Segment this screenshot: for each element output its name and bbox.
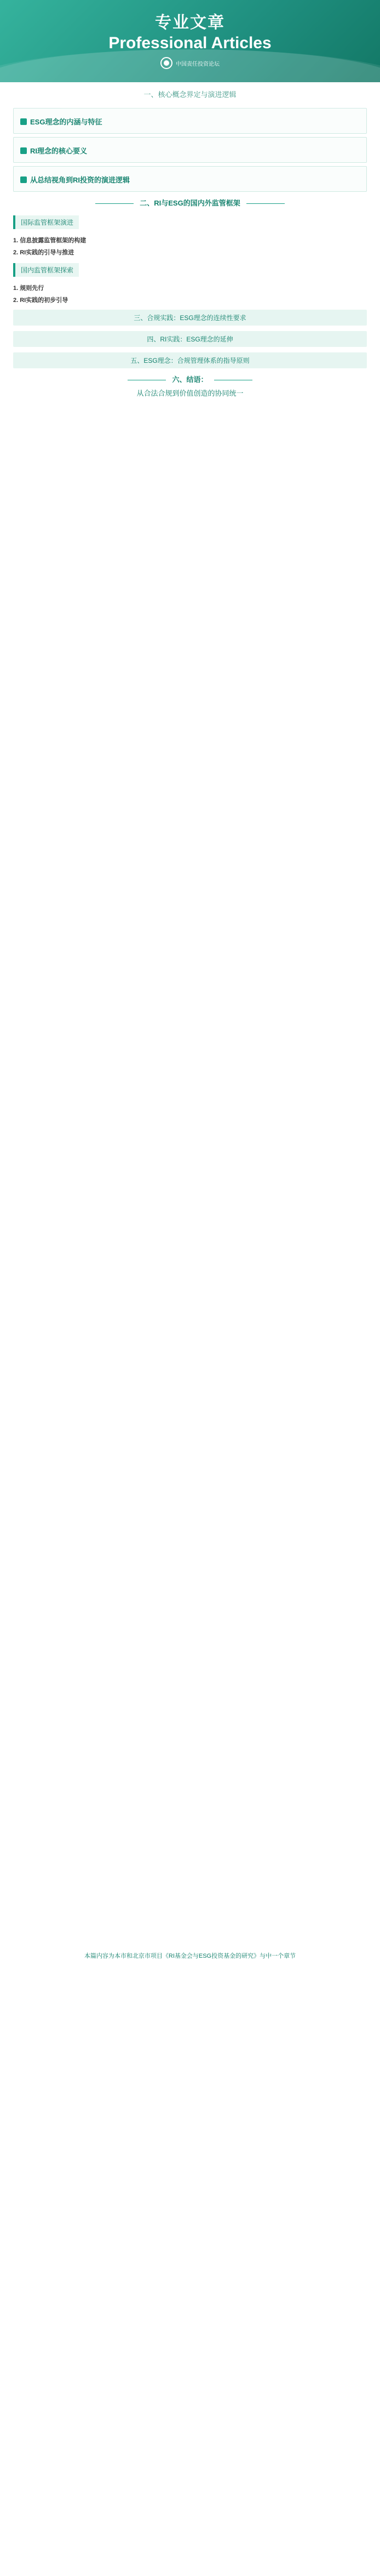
section-3-banner: 三、合规实践：ESG理念的连续性要求 [13,310,367,326]
toc-title: 一、核心概念界定与演进逻辑 [143,90,237,99]
section-6-subtitle: 从合法合规到价值创造的协同统一 [136,389,244,397]
divider-line-left [95,203,134,204]
toc-item-3 [20,174,360,185]
logo-text: 中国责任投资论坛 [176,61,220,67]
tab-title-1: 国际监管框架演进 [13,215,79,229]
section-icon [20,118,27,125]
section-divider-6 [0,374,380,384]
section-6-title: 六、结语： [172,375,208,384]
toc-card-2 [13,137,367,163]
divider-line-right [246,203,285,204]
hero-wave-front [0,49,380,115]
subsection-title-3: 1. 规则先行 [13,285,44,292]
section-icon [20,176,27,183]
tab-title-2: 国内监管框架探索 [13,263,79,277]
toc-item-3-label: 从总结视角到RI投资的演进逻辑 [30,176,130,184]
body-space [0,402,380,1942]
section-divider-2 [0,197,380,208]
toc-card-3 [13,166,367,192]
toc-item-2-label: RI理念的核心要义 [30,147,88,155]
toc-item-1-label: ESG理念的内涵与特征 [30,118,102,126]
section-icon [20,147,27,154]
section-2-body [13,211,367,304]
section-5-banner: 五、ESG理念：合规管理体系的指导原则 [13,352,367,368]
hero-title-cn: 专业文章 [155,14,225,32]
footer-note: 本篇内容为本市和北京市项目《RI基金会与ESG投资基金的研究》与中一个章节 [84,1953,296,1959]
toc-item-2 [20,145,360,156]
section-2-title: 二、RI与ESG的国内外监管框架 [140,199,240,207]
subsection-title-2: 2. RI实践的引导与推进 [13,249,74,256]
hero-title-en: Professional Articles [108,34,272,52]
subsection-title-1: 1. 信息披露监管框架的构建 [13,237,87,244]
subsection-title-4: 2. RI实践的初步引导 [13,297,68,304]
logo-icon [160,57,172,69]
section-4-banner: 四、RI实践：ESG理念的延伸 [13,331,367,347]
hero-banner [0,0,380,82]
